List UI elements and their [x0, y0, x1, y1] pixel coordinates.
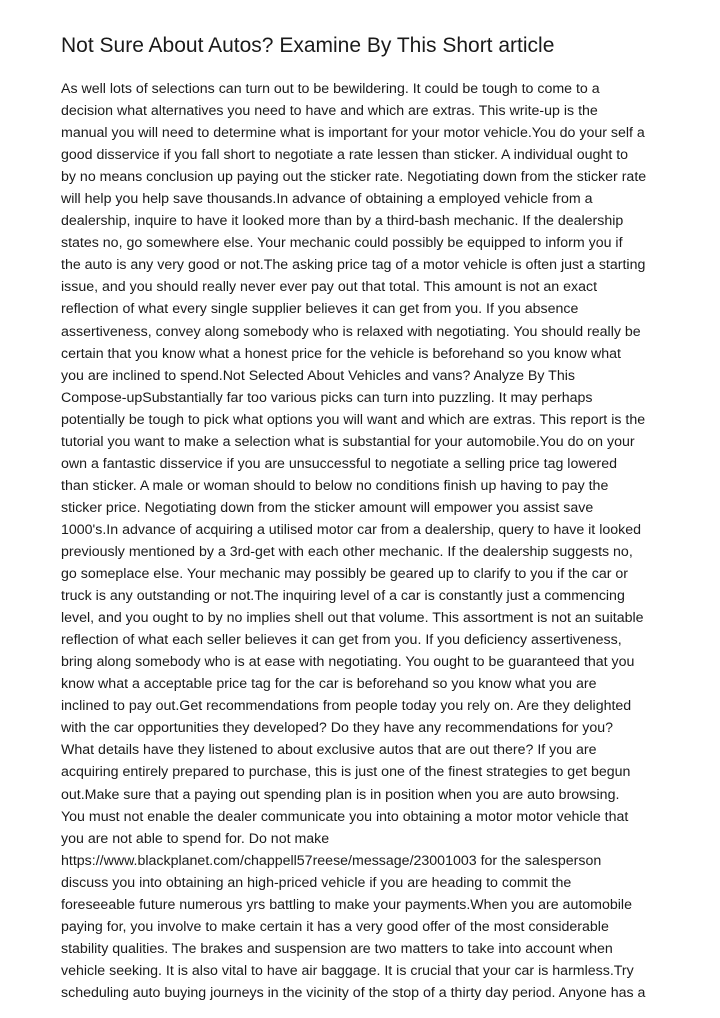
body-text-line: paying for, you involve to make certain it has a very good offer of the most considerable	[61, 918, 609, 935]
document-title: Not Sure About Autos? Examine By This Short article	[61, 34, 555, 57]
body-text-line: stability qualities. The brakes and suspension are two matters to take into account when	[61, 940, 613, 957]
body-text-line: truck is any outstanding or not.The inquiring level of a car is constantly just a commencing	[61, 588, 625, 605]
body-text-line: vehicle seeking. It is also vital to have air baggage. It is crucial that your car is harmless.Try	[61, 962, 634, 979]
body-text-line: good disservice if you fall short to negotiate a rate lessen than sticker. A individual ought to	[61, 147, 629, 164]
body-text-line: you are not able to spend for. Do not make	[61, 830, 330, 847]
body-text-line: issue, and you should really never ever pay out that total. This amount is not an exact	[61, 279, 598, 296]
body-text-line: with the car opportunities they developed? Do they have any recommendations for you?	[61, 720, 614, 737]
body-text-line: reflection of what every single supplier believes it can get from you. If you absence	[61, 301, 579, 318]
body-text-line: states no, go somewhere else. Your mechanic could possibly be equipped to inform you if	[61, 235, 623, 252]
body-text-line: out.Make sure that a paying out spending plan is in position when you are auto browsing.	[61, 786, 620, 803]
body-text-line: discuss you into obtaining an high-priced vehicle if you are heading to commit the	[61, 874, 572, 891]
body-text-line: scheduling auto buying journeys in the vicinity of the stop of a thirty day period. Anyone has a	[61, 984, 646, 1001]
body-text-line: certain that you know what a honest price for the vehicle is beforehand so you know what	[61, 345, 621, 362]
body-text-line: acquiring entirely prepared to purchase, this is just one of the finest strategies to get begun	[61, 764, 631, 781]
body-text-line: assertiveness, convey along somebody who is relaxed with negotiating. You should really be	[61, 323, 641, 340]
body-text-line: https://www.blackplanet.com/chappell57reese/message/23001003 for the salesperson	[61, 852, 602, 869]
body-text-line: manual you will need to determine what is important for your motor vehicle.You do your self a	[61, 125, 645, 142]
body-text-line: You must not enable the dealer communicate you into obtaining a motor motor vehicle that	[61, 808, 629, 825]
body-text-line: reflection of what each seller believes it can get from you. If you deficiency assertiveness,	[61, 632, 622, 649]
body-text-line: own a fantastic disservice if you are unsuccessful to negotiate a selling price tag lowered	[61, 455, 617, 472]
body-text-line: decision what alternatives you need to have and which are extras. This write-up is the	[61, 103, 598, 120]
article-body	[61, 78, 701, 1004]
body-text-line: inclined to pay out.Get recommendations from people today you rely on. Are they delighted	[61, 698, 632, 715]
body-text-line: the auto is any very good or not.The asking price tag of a motor vehicle is often just a starting	[61, 257, 646, 274]
body-text-line: Compose-upSubstantially far too various picks can turn into puzzling. It may perhaps	[61, 389, 593, 406]
body-text-line: go someplace else. Your mechanic may possibly be geared up to clarify to you if the car or	[61, 566, 629, 583]
body-text-line: 1000's.In advance of acquiring a utilised motor car from a dealership, query to have it looked	[61, 521, 641, 538]
body-text-line: will help you help save thousands.In advance of obtaining a employed vehicle from a	[61, 191, 593, 208]
body-text-line: know what a acceptable price tag for the car is beforehand so you know what you are	[61, 676, 597, 693]
body-text-line: by no means conclusion up paying out the sticker rate. Negotiating down from the sticker rate	[61, 169, 647, 186]
body-text-line: foreseeable future numerous yrs battling to make your payments.When you are automobile	[61, 896, 632, 913]
body-text-line: sticker price. Negotiating down from the sticker amount will empower you assist save	[61, 499, 594, 516]
body-text-line: dealership, inquire to have it looked more than by a third-bash mechanic. If the dealership	[61, 213, 624, 230]
body-text-line: What details have they listened to about exclusive autos that are out there? If you are	[61, 742, 597, 759]
body-text-line: than sticker. A male or woman should to below no conditions finish up having to pay the	[61, 477, 609, 494]
body-text-line: tutorial you want to make a selection what is substantial for your automobile.You do on your	[61, 433, 635, 450]
body-text-line: potentially be tough to pick what options you will want and which are extras. This report is the	[61, 411, 646, 428]
body-text-line: As well lots of selections can turn out to be bewildering. It could be tough to come to a	[61, 81, 600, 97]
body-text-line: bring along somebody who is at ease with negotiating. You ought to be guaranteed that you	[61, 654, 635, 671]
body-text-line: previously mentioned by a 3rd-get with each other mechanic. If the dealership suggests no,	[61, 543, 633, 560]
body-text-line: level, and you ought to by no implies shell out that volume. This assortment is not an suitable	[61, 610, 644, 627]
body-text-line: you are inclined to spend.Not Selected About Vehicles and vans? Analyze By This	[61, 367, 575, 384]
